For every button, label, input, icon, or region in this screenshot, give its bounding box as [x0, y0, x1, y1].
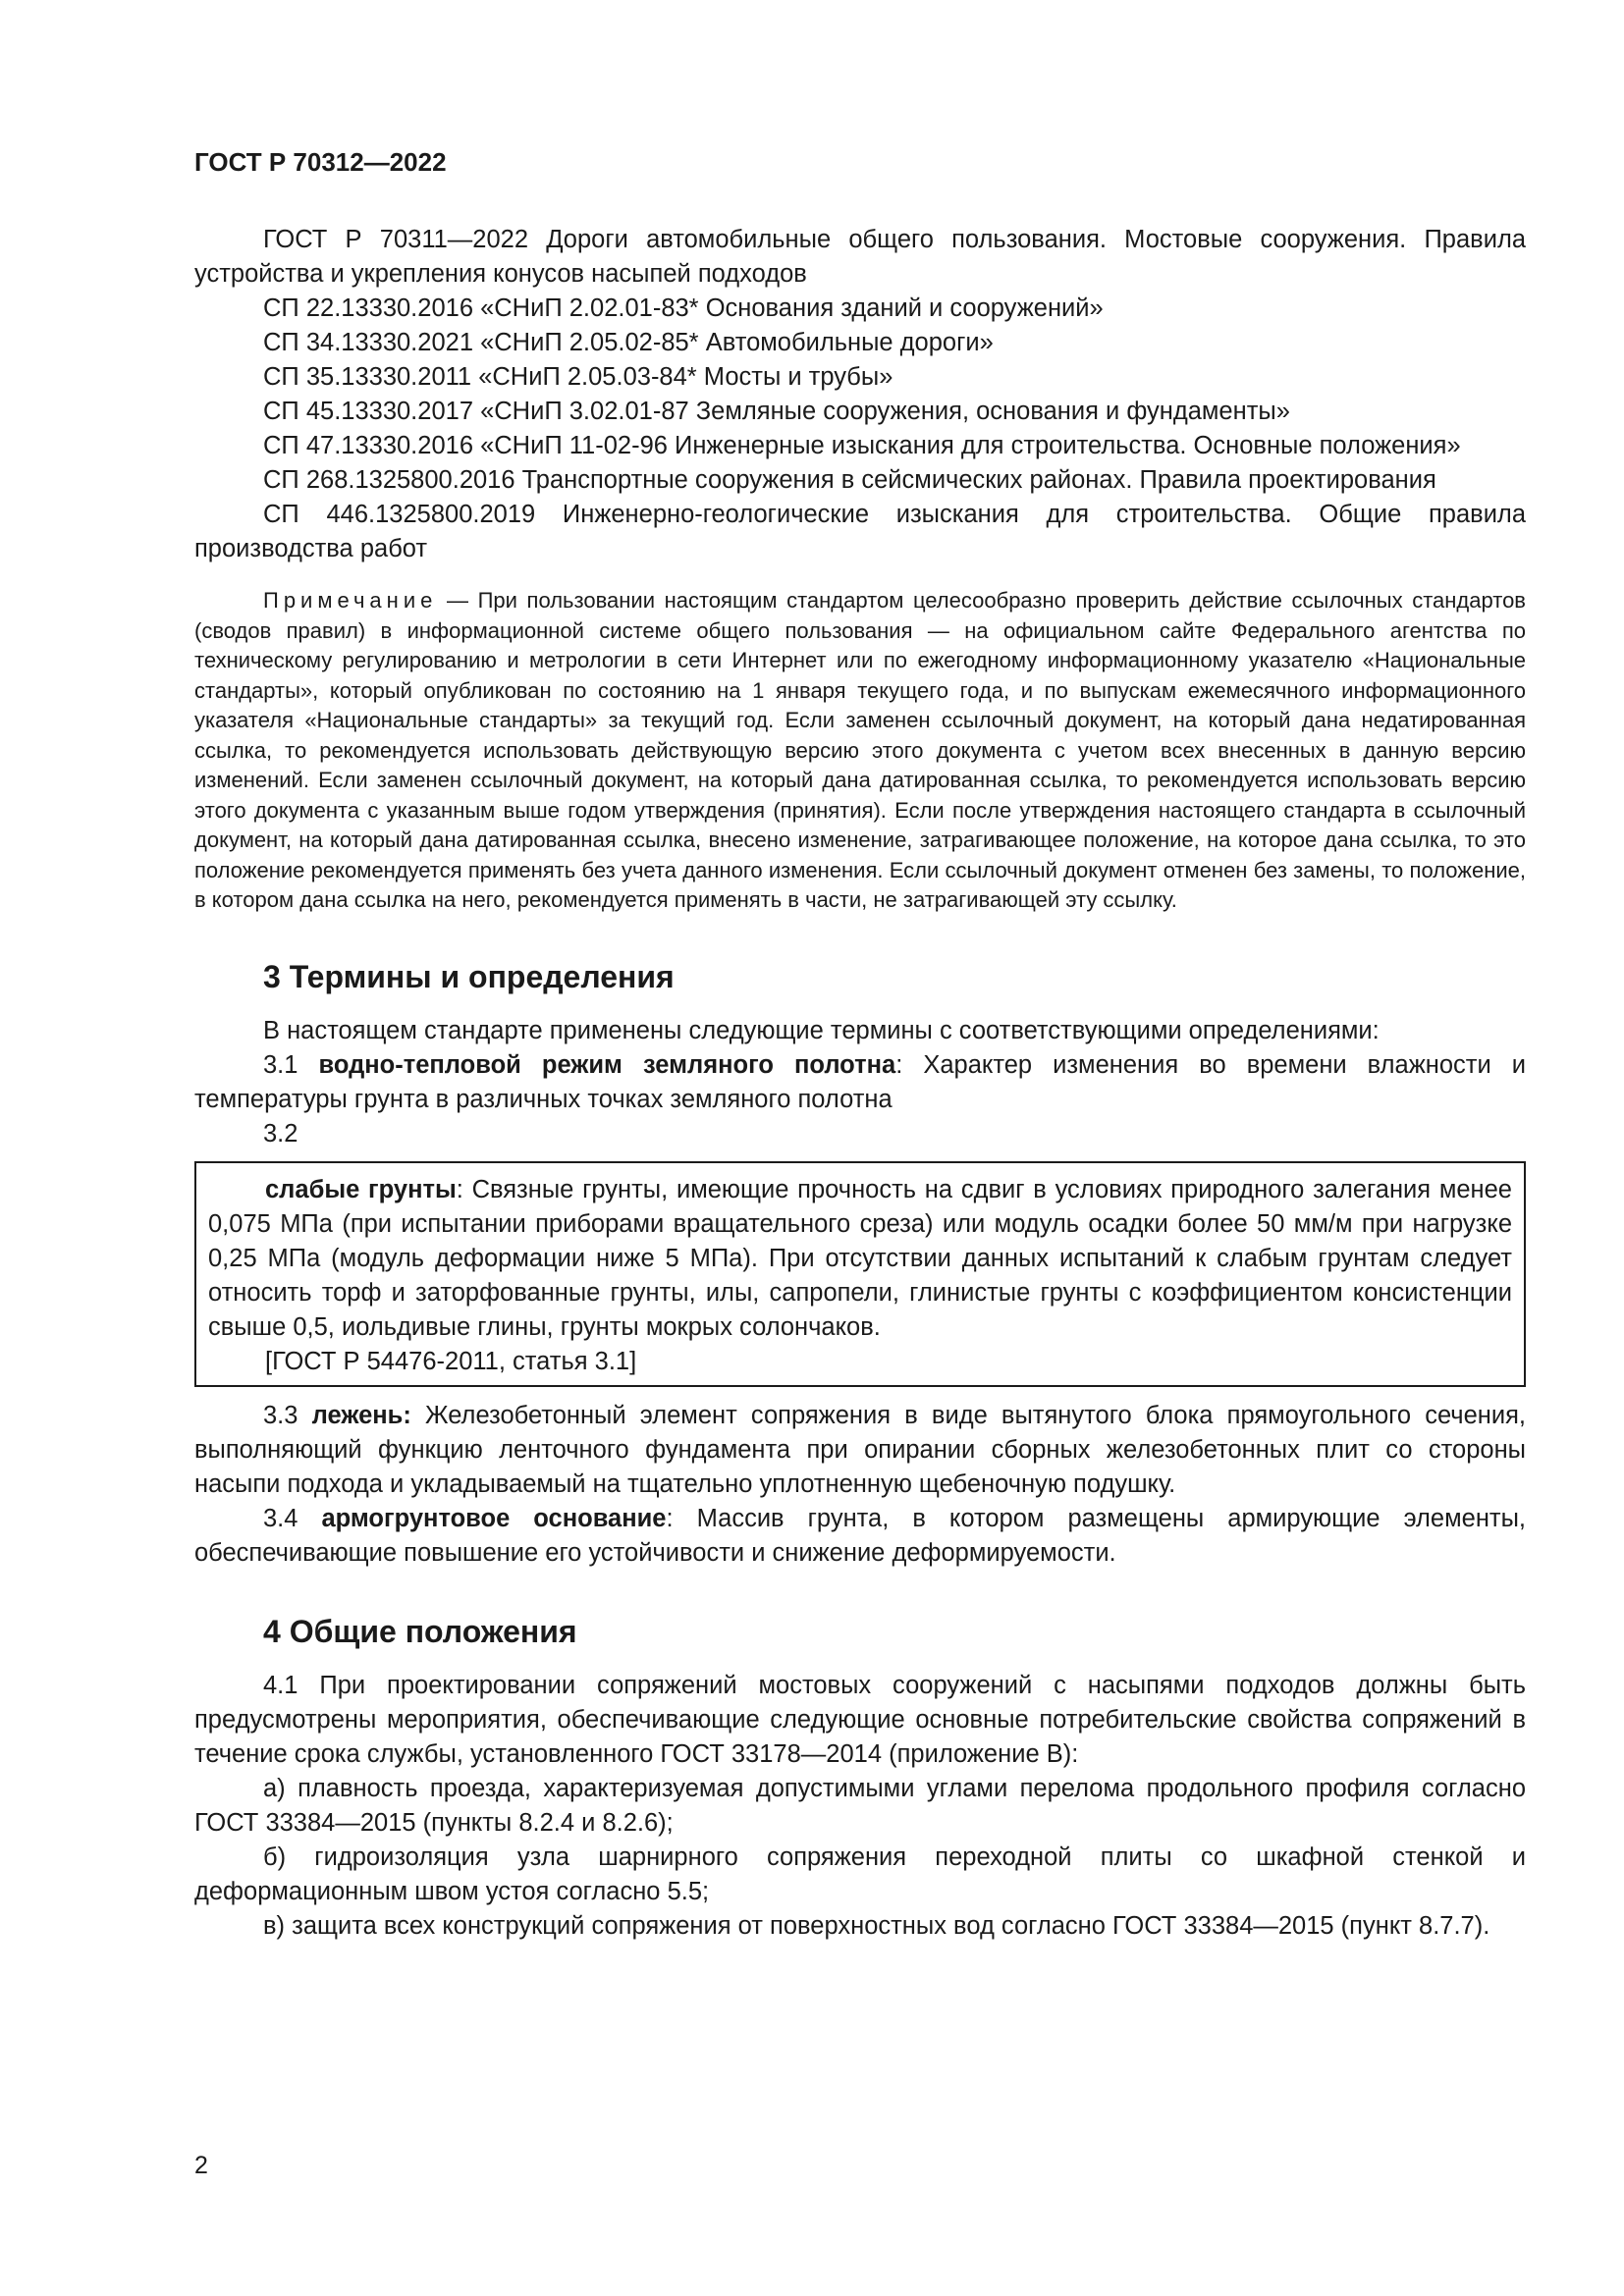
- term-3-3: 3.3 лежень: Железобетонный элемент сопряжения в виде вытянутого блока прямоугольного сечения, выполняющий функцию ленточного фундамента при опирании сборных железобетонных плит со стороны насыпи подхода и укладываемый на тщательно уплотненную щебеночную подушку.: [194, 1401, 1526, 1498]
- term-3-2-box: [194, 1161, 1526, 1387]
- page-number: 2: [194, 2152, 208, 2179]
- section-3-intro: В настоящем стандарте применены следующие термины с соответствующими определениями:: [263, 1016, 1380, 1044]
- note-paragraph: [194, 586, 1526, 916]
- note-block: [194, 586, 1526, 916]
- clause-4-1-b: б) гидроизоляция узла шарнирного сопряжения переходной плиты со шкафной стенкой и деформационным швом устоя согласно 5.5;: [194, 1842, 1526, 1905]
- clause-4-1: 4.1 При проектировании сопряжений мостовых сооружений с насыпями подходов должны быть предусмотрены мероприятия, обеспечивающие следующие основные потребительские свойства сопряжений в течение срока службы, установленного ГОСТ 33178—2014 (приложение В):: [194, 1671, 1526, 1768]
- reference-item: СП 446.1325800.2019 Инженерно-геологические изыскания для строительства. Общие правила производства работ: [194, 501, 1526, 562]
- term-3-3-name: лежень:: [311, 1401, 411, 1429]
- term-3-2-source: [ГОСТ Р 54476-2011, статья 3.1]: [265, 1347, 637, 1375]
- clause-4-1-a: а) плавность проезда, характеризуемая допустимыми углами перелома продольного профиля согласно ГОСТ 33384—2015 (пункты 8.2.4 и 8.2.6);: [194, 1774, 1526, 1837]
- reference-item: СП 35.13330.2011 «СНиП 2.05.03-84* Мосты и трубы»: [263, 363, 893, 391]
- term-3-2-name: слабые грунты: [265, 1175, 457, 1203]
- term-3-2-number: 3.2: [263, 1119, 298, 1148]
- reference-item: СП 34.13330.2021 «СНиП 2.05.02-85* Автомобильные дороги»: [263, 329, 994, 356]
- reference-item: СП 268.1325800.2016 Транспортные сооружения в сейсмических районах. Правила проектирования: [263, 466, 1436, 494]
- reference-item: ГОСТ Р 70311—2022 Дороги автомобильные общего пользования. Мостовые сооружения. Правила устройства и укрепления конусов насыпей подходов: [194, 226, 1526, 288]
- document-page: [194, 147, 1526, 1944]
- clause-4-1-v: в) защита всех конструкций сопряжения от поверхностных вод согласно ГОСТ 33384—2015 (пункт 8.7.7).: [263, 1911, 1490, 1940]
- note-text: — При пользовании настоящим стандартом целесообразно проверить действие ссылочных стандартов (сводов правил) в информационной системе общего пользования — на официальном сайте Федерального агентства по техническому регулированию и метрологии в сети Интернет или по ежегодному информационному указателю «Национальные стандарты», который опубликован по состоянию на 1 января текущего года, и по выпускам ежемесячного информационного указателя «Национальные стандарты» за текущий год. Если заменен ссылочный документ, на который дана недатированная ссылка, то рекомендуется использовать действующую версию этого документа с учетом всех внесенных в данную версию изменений. Если заменен ссылочный документ, на который дана датированная ссылка, то рекомендуется использовать версию этого документа с указанным выше годом утверждения (принятия). Если после утверждения настоящего стандарта в ссылочный документ, на который дана датированная ссылка, внесено изменение, затрагивающее положение, на которое дана ссылка, то это положение рекомендуется применять без учета данного изменения. Если ссылочный документ отменен без замены, то положение, в котором дана ссылка на него, рекомендуется применять в части, не затрагивающей эту ссылку.: [194, 588, 1526, 912]
- section-4-title: 4 Общие положения: [263, 1613, 577, 1649]
- section-3-title: 3 Термины и определения: [263, 958, 675, 994]
- term-3-4: 3.4 армогрунтовое основание: Массив грунта, в котором размещены армирующие элементы, обеспечивающие повышение его устойчивости и снижение деформируемости.: [194, 1504, 1526, 1567]
- document-header: ГОСТ Р 70312—2022: [194, 147, 447, 177]
- term-3-1-name: водно-тепловой режим земляного полотна: [318, 1050, 896, 1079]
- normative-references-list: [194, 223, 1526, 566]
- reference-item: СП 47.13330.2016 «СНиП 11-02-96 Инженерные изыскания для строительства. Основные положения»: [263, 432, 1461, 459]
- term-3-2: слабые грунты: Связные грунты, имеющие прочность на сдвиг в условиях природного залегания менее 0,075 МПа (при испытании приборами вращательного среза) или модуль осадки более 50 мм/м при нагрузке 0,25 МПа (модуль деформации ниже 5 МПа). При отсутствии данных испытаний к слабым грунтам следует относить торф и заторфованные грунты, илы, сапропели, глинистые грунты с коэффициентом консистенции свыше 0,5, иольдивые глины, грунты мокрых солончаков.: [208, 1175, 1512, 1341]
- reference-item: СП 45.13330.2017 «СНиП 3.02.01-87 Земляные сооружения, основания и фундаменты»: [263, 398, 1290, 425]
- term-3-1: 3.1 водно-тепловой режим земляного полотна: Характер изменения во времени влажности и температуры грунта в различных точках земляного полотна: [194, 1050, 1526, 1113]
- term-3-4-name: армогрунтовое основание: [321, 1504, 667, 1532]
- reference-item: СП 22.13330.2016 «СНиП 2.02.01-83* Основания зданий и сооружений»: [263, 294, 1104, 322]
- note-label: Примечание: [263, 588, 438, 613]
